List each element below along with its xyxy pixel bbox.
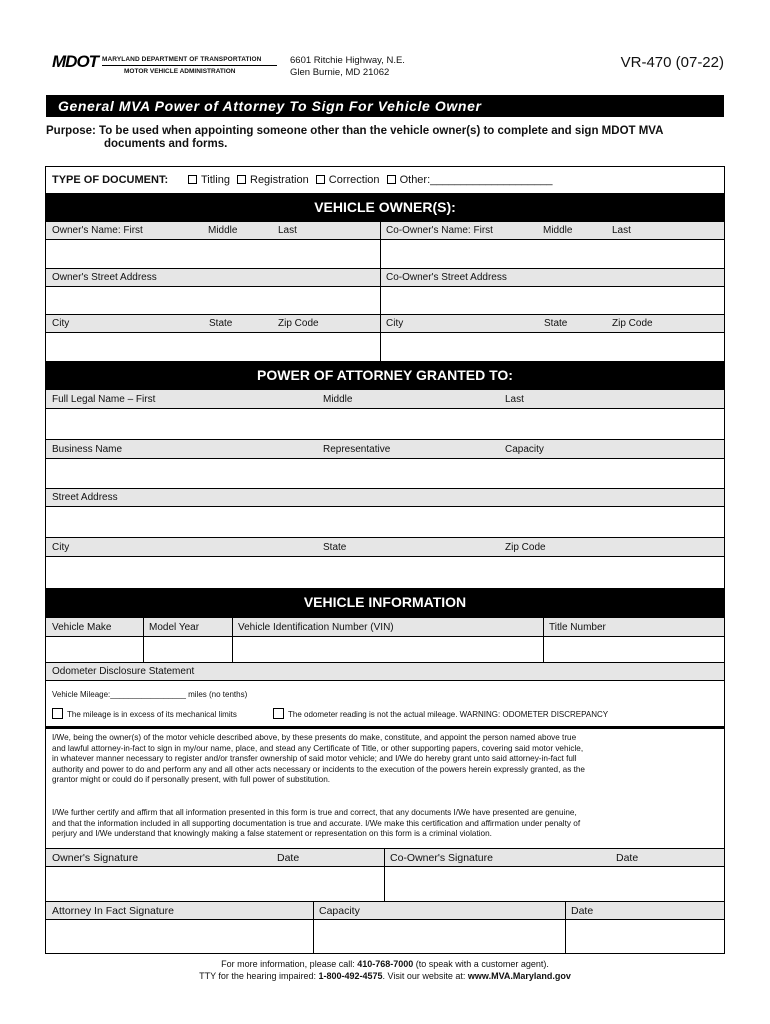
titling-label: Titling [201, 174, 230, 186]
form-frame [45, 166, 725, 954]
coowner-last-label: Last [612, 225, 631, 236]
owner-city-label: City [52, 318, 70, 329]
form-number: VR-470 (07-22) [620, 54, 724, 71]
odometer-discrepancy-checkbox[interactable] [273, 708, 284, 719]
model-year-label: Model Year [149, 622, 200, 633]
attorney-date-label: Date [571, 905, 594, 917]
attorney-last-label: Last [505, 394, 524, 405]
representative-label: Representative [323, 444, 391, 455]
attorney-zip-label: Zip Code [505, 542, 546, 553]
correction-label: Correction [328, 174, 380, 186]
attorney-capacity-label: Capacity [319, 905, 360, 917]
owner-signature-label-row [46, 848, 724, 867]
legal-p1-line5: grantor might or could do if personally present, with full power of substitution. [52, 775, 331, 784]
attorney-middle-label: Middle [323, 394, 353, 405]
attorney-street-label-row [46, 488, 724, 507]
titling-checkbox[interactable] [188, 175, 197, 184]
owner-name-label-row [46, 221, 724, 240]
owner-middle-label: Middle [208, 225, 238, 236]
vehicle-heading: VEHICLE INFORMATION [46, 588, 724, 617]
coowner-street-label: Co-Owner's Street Address [386, 272, 507, 283]
owner-name-input-row[interactable] [46, 240, 724, 268]
logo-rule [102, 65, 277, 66]
other-label: Other: [399, 174, 431, 186]
doc-type-label: TYPE OF DOCUMENT: [52, 174, 169, 186]
attorney-name-input-row[interactable] [46, 409, 724, 439]
attorney-signature-label: Attorney In Fact Signature [52, 905, 174, 917]
registration-label: Registration [250, 174, 309, 186]
mva-address [290, 55, 405, 79]
legal-top-rule [46, 726, 724, 729]
signature-divider [384, 848, 385, 901]
attorney-divider-2 [565, 901, 566, 954]
attorney-first-label: Full Legal Name – First [52, 394, 156, 405]
attorney-signature-label-row [46, 901, 724, 920]
attorney-street-input-row[interactable] [46, 507, 724, 537]
coowner-zip-label: Zip Code [612, 318, 653, 329]
owner-state-label: State [209, 318, 233, 329]
attorney-city-input-row[interactable] [46, 557, 724, 588]
owner-city-input-row[interactable] [46, 333, 724, 361]
coowner-state-label: State [544, 318, 568, 329]
footer-info-text: For more information, please call: [221, 959, 358, 969]
legal-p1-line4: authority and power to do and perform any and all other acts necessary or incidents to the execution of the powers herein expressly granted, as the [52, 764, 585, 774]
logo-department: MARYLAND DEPARTMENT OF TRANSPORTATION [102, 56, 262, 63]
odometer-heading: Odometer Disclosure Statement [52, 666, 195, 677]
doc-type-options [184, 174, 553, 186]
owner-street-label: Owner's Street Address [52, 272, 157, 283]
registration-checkbox[interactable] [237, 175, 246, 184]
year-divider [232, 617, 233, 662]
business-name-label: Business Name [52, 444, 123, 455]
odometer-discrepancy-label: The odometer reading is not the actual mileage. WARNING: ODOMETER DISCREPANCY [288, 710, 609, 719]
title-number-label: Title Number [549, 622, 606, 633]
footer-agent-text: (to speak with a customer agent). [413, 959, 549, 969]
footer-website-text: . Visit our website at: [382, 971, 468, 981]
attorney-name-label-row [46, 389, 724, 409]
address-line1: 6601 Ritchie Highway, N.E. [290, 55, 405, 66]
vehicle-label-row [46, 617, 724, 637]
owner-street-input-row[interactable] [46, 287, 724, 314]
legal-p1-line1: I/We, being the owner(s) of the motor vehicle described above, by these presents do make, constitute, and appoint the person named above true [52, 733, 577, 742]
mdot-logo [52, 50, 282, 80]
mileage-excess-label: The mileage is in excess of its mechanical limits [67, 710, 237, 719]
owner-zip-label: Zip Code [278, 318, 319, 329]
vehicle-input-row[interactable] [46, 637, 724, 662]
legal-paragraph-1 [52, 733, 720, 786]
doc-type-row [46, 167, 724, 193]
legal-p1-line3: in whatever manner necessary to register and/or transfer ownership of said motor vehicle; and I/We do hereby grant unto said attorney-in-fact full [52, 754, 577, 763]
business-input-row[interactable] [46, 459, 724, 488]
vin-label: Vehicle Identification Number (VIN) [238, 622, 394, 633]
footer-tty-text: TTY for the hearing impaired: [199, 971, 319, 981]
mileage-field[interactable]: Vehicle Mileage:_________________ miles (no tenths) [52, 690, 248, 699]
make-divider [143, 617, 144, 662]
owner-street-label-row [46, 268, 724, 287]
address-line2: Glen Burnie, MD 21062 [290, 67, 390, 78]
owner-signature-input-row[interactable] [46, 867, 724, 901]
correction-checkbox[interactable] [316, 175, 325, 184]
capacity-label: Capacity [505, 444, 544, 455]
owner-date-label: Date [277, 852, 300, 864]
other-checkbox[interactable] [387, 175, 396, 184]
form-title: General MVA Power of Attorney To Sign For Vehicle Owner [46, 95, 724, 117]
owner-last-label: Last [278, 225, 297, 236]
legal-p1-line2: and lawful attorney-in-fact to sign in my/our name, place, and stead any Certificate of Title, or other supporting papers, covering said motor vehicle, [52, 743, 584, 753]
owner-divider [380, 221, 381, 361]
odometer-label-row [46, 662, 724, 681]
odometer-row [46, 681, 724, 726]
website-link[interactable]: www.MVA.Maryland.gov [467, 971, 571, 981]
attorney-city-label-row [46, 537, 724, 557]
legal-p2-line3: perjury and I/We understand that knowingly making a false statement or representation on this form is a criminal violation. [52, 829, 492, 838]
attorney-signature-input-row[interactable] [46, 920, 724, 954]
other-input[interactable]: ____________________ [430, 174, 553, 186]
legal-paragraph-2 [52, 808, 720, 840]
vehicle-make-label: Vehicle Make [52, 622, 112, 633]
owner-signature-label: Owner's Signature [52, 852, 139, 864]
logo-mark: MDOT [52, 52, 99, 71]
owners-heading: VEHICLE OWNER(S): [46, 193, 724, 221]
coowner-first-label: Co-Owner's Name: First [386, 225, 493, 236]
purpose-line1: Purpose: To be used when appointing someone other than the vehicle owner(s) to complete and sign MDOT MVA [46, 125, 664, 137]
phone-number[interactable]: 410-768-7000 [357, 959, 414, 969]
attorney-state-label: State [323, 542, 347, 553]
purpose-line2: documents and forms. [104, 138, 228, 150]
tty-number[interactable]: 1-800-492-4575 [318, 971, 383, 981]
vin-divider [543, 617, 544, 662]
attorney-divider-1 [313, 901, 314, 954]
footer-line2 [0, 971, 770, 982]
coowner-signature-label: Co-Owner's Signature [390, 852, 493, 864]
business-label-row [46, 439, 724, 459]
legal-p2-line2: and that the information included in all supporting documentation is true and accurate. I/We make this certification and affirmation under penalty of [52, 818, 581, 828]
attorney-street-label: Street Address [52, 492, 118, 503]
logo-administration: MOTOR VEHICLE ADMINISTRATION [124, 68, 236, 75]
coowner-date-label: Date [616, 852, 639, 864]
owner-city-label-row [46, 314, 724, 333]
footer-line1 [0, 959, 770, 970]
attorney-heading: POWER OF ATTORNEY GRANTED TO: [46, 361, 724, 389]
attorney-city-label: City [52, 542, 70, 553]
owner-first-label: Owner's Name: First [52, 225, 143, 236]
coowner-city-label: City [386, 318, 404, 329]
mileage-excess-checkbox[interactable] [52, 708, 63, 719]
coowner-middle-label: Middle [543, 225, 573, 236]
legal-p2-line1: I/We further certify and affirm that all information presented in this form is true and correct, that any documents I/We have presented are genuine, [52, 808, 577, 817]
